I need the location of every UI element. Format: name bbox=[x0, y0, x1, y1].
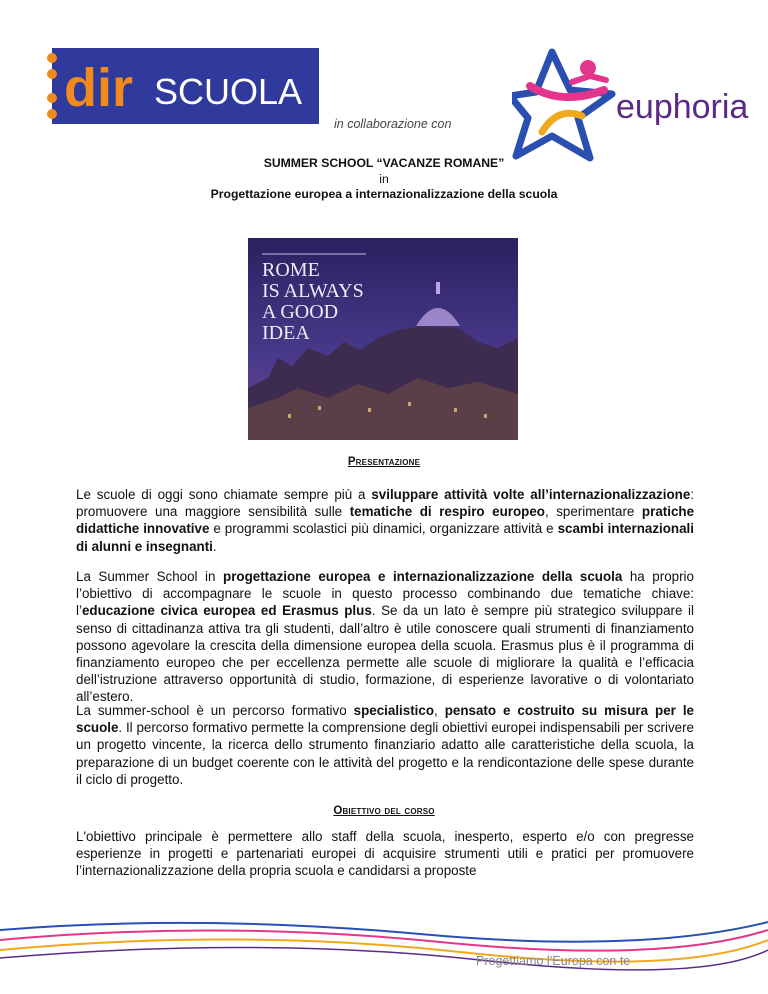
document-heading bbox=[0, 156, 768, 203]
p1-t5: . bbox=[212, 538, 217, 554]
p2-b2: educazione civica europea ed Erasmus plus bbox=[81, 603, 372, 619]
dirscuola-logo bbox=[42, 48, 319, 124]
p4-t1: L'obiettivo principale è permettere allo staff della scuola, inesperto, esperto e/o con pregresse esperienze in progetti e partenariati europei di acquisire strumenti utili e pratici per promuovere l’internazionalizzazione della propria scuola e candidarsi a proposte bbox=[76, 829, 694, 879]
heading-line-3: Progettazione europea a internazionalizzazione della scuola bbox=[210, 187, 558, 201]
poster-line-3: A GOOD bbox=[262, 301, 339, 323]
p2-b1: progettazione europea e internazionalizzazione della scuola bbox=[223, 569, 623, 584]
poster-line-4: IDEA bbox=[262, 322, 310, 344]
euphoria-logo bbox=[512, 46, 760, 164]
heading-line-2: in bbox=[379, 171, 389, 186]
section-title-presentazione: Presentazione bbox=[347, 456, 421, 468]
p3-t3: . Il percorso formativo permette la comprensione degli obiettivi europei indispensabili per scrivere un progetto vincente, la ricerca dello strumento finanziario adatto alle caratteristiche della scuola, la preparazione di un budget coerente con le attività del progetto e la rendicontazione delle spese durante il ciclo di progetto. bbox=[76, 720, 694, 787]
logo-euphoria-text: euphoria bbox=[616, 88, 749, 126]
p2-t3: . Se da un lato è sempre più strategico sviluppare il senso di cittadinanza attiva tra gli studenti, dall’altro è utile conoscere quali strumenti di finanziamento possono agevolare la crescita della dimensione europea della scuola. Erasmus plus è il programma di finanziamento europeo che per eccellenza permette alle scuole di migliorare la qualità e l’efficacia dell’istruzione attraverso opportunità di studio, formazione, di esperienze lavorative o di volontariato all’estero. bbox=[76, 603, 694, 705]
paragraph-summer-school bbox=[76, 568, 694, 706]
paragraph-presentation bbox=[76, 486, 694, 555]
p3-t1: La summer-school è un percorso formativo bbox=[76, 703, 354, 718]
p2-t1: La Summer School in bbox=[76, 569, 224, 584]
p3-b1: specialistico bbox=[353, 703, 435, 718]
paragraph-obiettivo bbox=[76, 828, 694, 880]
star-icon bbox=[512, 52, 612, 158]
logo-dir-text: dir bbox=[64, 58, 134, 118]
p1-t1: Le scuole di oggi sono chiamate sempre più a bbox=[76, 487, 372, 502]
section-title-obiettivo: Obiettivo del corso bbox=[333, 805, 435, 817]
rome-poster-image bbox=[248, 238, 518, 440]
p2-t2: ha proprio l’obiettivo di accompagnare le scuole in questo processo combinando due tematiche chiave: l’ bbox=[76, 569, 694, 619]
heading-line-1: SUMMER SCHOOL “VACANZE ROMANE” bbox=[263, 156, 505, 170]
p1-b2: tematiche di respiro europeo bbox=[349, 504, 545, 520]
paragraph-percorso bbox=[76, 702, 694, 788]
p3-t2: , bbox=[434, 703, 445, 718]
collaboration-text: in collaborazione con bbox=[334, 117, 452, 131]
poster-line-1: ROME bbox=[262, 259, 320, 281]
p1-t3: , sperimentare bbox=[544, 504, 642, 520]
p1-b3: pratiche didattiche innovative bbox=[76, 504, 695, 537]
logo-scuola-text: SCUOLA bbox=[154, 71, 303, 112]
p1-b1: sviluppare attività volte all’internazionalizzazione bbox=[371, 487, 691, 502]
p3-b2: pensato e costruito su misura per le scuole bbox=[76, 703, 694, 736]
p1-b4: scambi internazionali di alunni e insegnanti bbox=[76, 521, 694, 554]
footer-waves-decoration bbox=[0, 900, 768, 994]
footer-tagline: Progettiamo l’Europa con te bbox=[476, 954, 631, 968]
p1-t2: : promuovere una maggiore sensibilità sulle bbox=[76, 487, 694, 520]
p1-t4: e programmi scolastici più dinamici, organizzare attività e bbox=[209, 521, 558, 537]
poster-line-2: IS ALWAYS bbox=[262, 280, 364, 302]
